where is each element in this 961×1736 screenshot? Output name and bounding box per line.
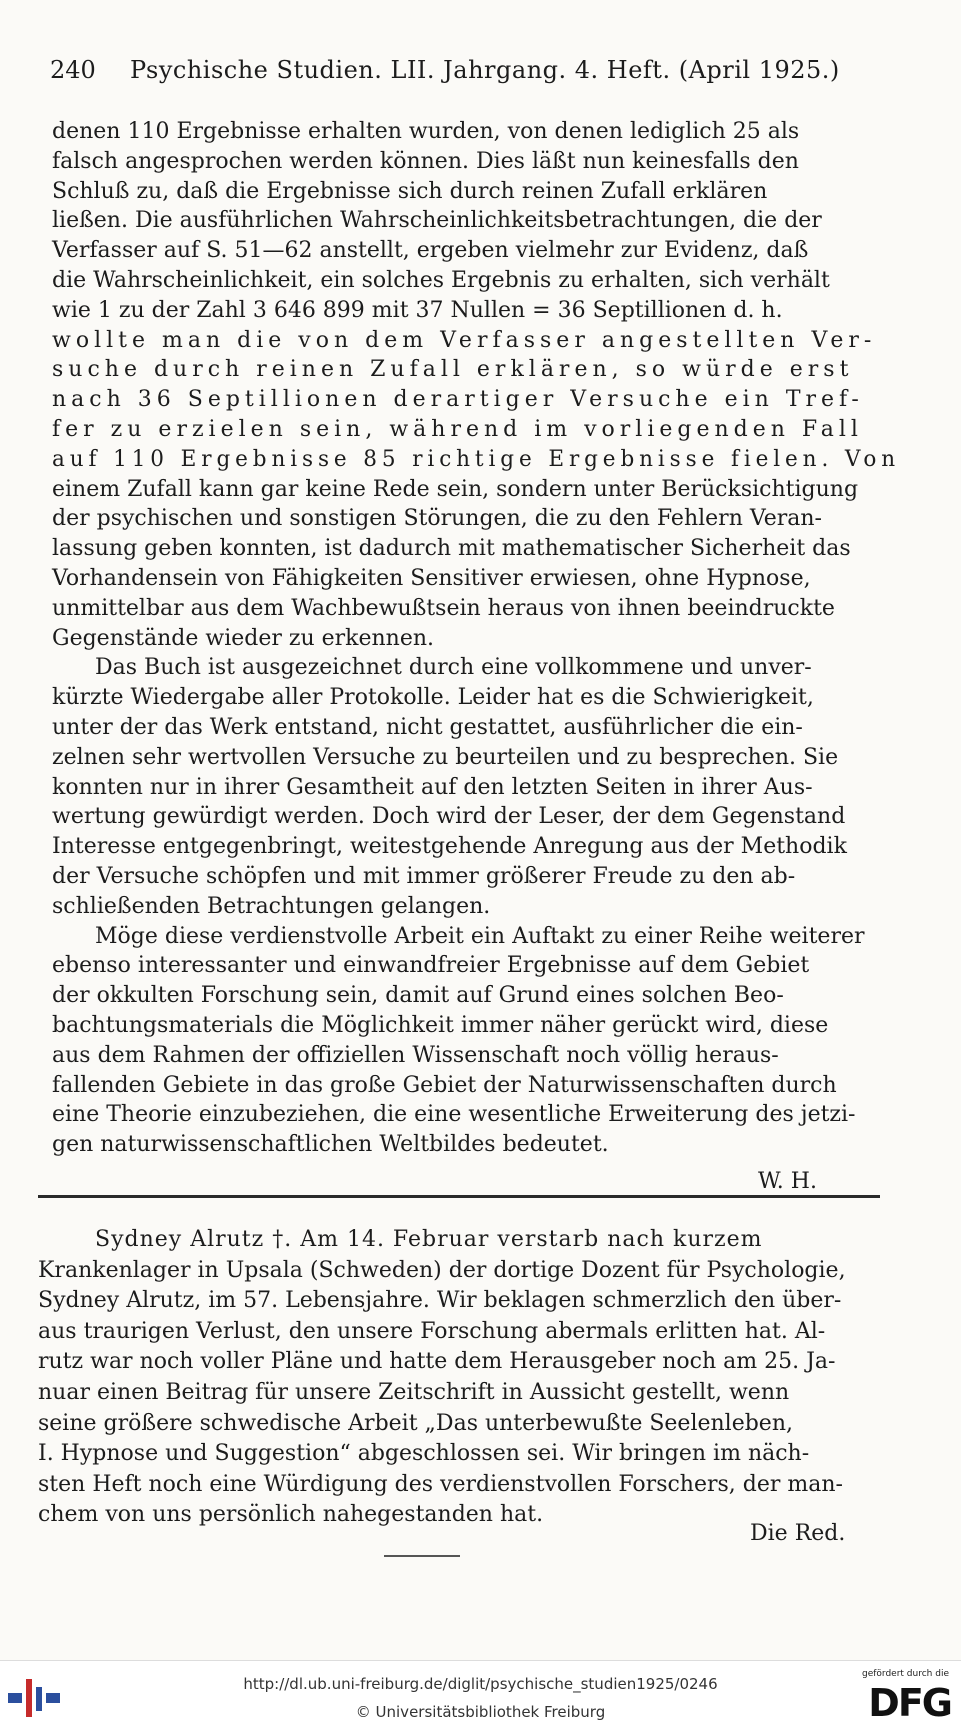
dfg-funding-label: gefördert durch die — [862, 1669, 949, 1679]
text-line: eine Theorie einzubeziehen, die eine wesentliche Erweiterung des jetzi- — [52, 1102, 856, 1127]
text-line: einem Zufall kann gar keine Rede sein, sondern unter Berücksichtigung — [52, 477, 859, 502]
dfg-logo: DFG — [868, 1681, 951, 1725]
text-line: unmittelbar aus dem Wachbewußtsein heraus von ihnen beeindruckte — [52, 596, 835, 621]
text-line: ließen. Die ausführlichen Wahrscheinlichkeitsbetrachtungen, die der — [52, 208, 822, 233]
text-line: die Wahrscheinlichkeit, ein solches Ergebnis zu erhalten, sich verhält — [52, 268, 830, 293]
text-line: Vorhandensein von Fähigkeiten Sensitiver erwiesen, ohne Hypnose, — [52, 566, 811, 591]
text-line: konnten nur in ihrer Gesamtheit auf den letzten Seiten in ihrer Aus- — [52, 775, 813, 800]
notice-line: Sydney Alrutz, im 57. Lebensjahre. Wir beklagen schmerzlich den über- — [38, 1288, 842, 1313]
notice-line: aus traurigen Verlust, den unsere Forschung abermals erlitten hat. Al- — [38, 1319, 826, 1344]
notice-line: nuar einen Beitrag für unsere Zeitschrift in Aussicht gestellt, wenn — [38, 1380, 790, 1405]
text-line: bachtungsmaterials die Möglichkeit immer näher gerückt wird, diese — [52, 1013, 829, 1038]
notice-line: I. Hypnose und Suggestion“ abgeschlossen sei. Wir bringen im näch- — [38, 1441, 810, 1466]
text-line: wollte man die von dem Verfasser angestellten Ver- — [52, 328, 877, 353]
text-line: wie 1 zu der Zahl 3 646 899 mit 37 Nullen = 36 Septillionen d. h. — [52, 298, 783, 323]
text-line: ebenso interessanter und einwandfreier Ergebnisse auf dem Gebiet — [52, 953, 810, 978]
section-rule — [38, 1195, 880, 1198]
text-line: denen 110 Ergebnisse erhalten wurden, von denen lediglich 25 als — [52, 119, 800, 144]
text-line: nach 36 Septillionen derartiger Versuche ein Tref- — [52, 387, 864, 412]
notice-line: rutz war noch voller Pläne und hatte dem Herausgeber noch am 25. Ja- — [38, 1349, 836, 1374]
document-url-link[interactable]: http://dl.ub.uni-freiburg.de/diglit/psychische_studien1925/0246 — [243, 1675, 718, 1693]
text-line: Verfasser auf S. 51—62 anstellt, ergeben vielmehr zur Evidenz, daß — [52, 238, 809, 263]
copyright-text: © Universitätsbibliothek Freiburg — [355, 1703, 606, 1721]
notice-line: seine größere schwedische Arbeit „Das unterbewußte Seelenleben, — [38, 1411, 793, 1436]
running-head-title: Psychische Studien. LII. Jahrgang. 4. Heft. (April 1925.) — [130, 56, 840, 84]
text-line: der Versuche schöpfen und mit immer größerer Freude zu den ab- — [52, 864, 796, 889]
notice-line: Krankenlager in Upsala (Schweden) der dortige Dozent für Psychologie, — [38, 1258, 846, 1283]
page-number: 240 — [50, 56, 96, 84]
text-line: falsch angesprochen werden können. Dies läßt nun keinesfalls den — [52, 149, 799, 174]
text-line: gen naturwissenschaftlichen Weltbildes bedeutet. — [52, 1132, 609, 1157]
text-line: der psychischen und sonstigen Störungen, die zu den Fehlern Veran- — [52, 506, 822, 531]
text-line: fallenden Gebiete in das große Gebiet der Naturwissenschaften durch — [52, 1073, 837, 1098]
running-header — [50, 50, 900, 90]
text-line: unter der das Werk entstand, nicht gestattet, ausführlicher die ein- — [52, 715, 803, 740]
notice-line: Sydney Alrutz †. Am 14. Februar verstarb nach kurzem — [95, 1227, 763, 1252]
text-line: wertung gewürdigt werden. Doch wird der Leser, der dem Gegenstand — [52, 804, 846, 829]
text-line: Interesse entgegenbringt, weitestgehende Anregung aus der Methodik — [52, 834, 847, 859]
signature-redaktion: Die Red. — [750, 1521, 846, 1546]
text-line: Möge diese verdienstvolle Arbeit ein Auftakt zu einer Reihe weiterer — [95, 924, 865, 949]
end-rule — [384, 1555, 460, 1557]
text-line: suche durch reinen Zufall erklären, so würde erst — [52, 357, 854, 382]
text-line: auf 110 Ergebnisse 85 richtige Ergebnisse fielen. Von — [52, 447, 901, 472]
text-line: zelnen sehr wertvollen Versuche zu beurteilen und zu besprechen. Sie — [52, 745, 839, 770]
text-line: Das Buch ist ausgezeichnet durch eine vollkommene und unver- — [95, 655, 812, 680]
footer-bar — [0, 1660, 961, 1736]
text-line: kürzte Wiedergabe aller Protokolle. Leider hat es die Schwierigkeit, — [52, 685, 814, 710]
text-line: der okkulten Forschung sein, damit auf Grund eines solchen Beo- — [52, 983, 784, 1008]
notice-line: chem von uns persönlich nahegestanden hat. — [38, 1502, 544, 1527]
text-line: Gegenstände wieder zu erkennen. — [52, 626, 435, 651]
notice-line: sten Heft noch eine Würdigung des verdienstvollen Forschers, der man- — [38, 1472, 843, 1497]
text-line: schließenden Betrachtungen gelangen. — [52, 894, 491, 919]
text-line: lassung geben konnten, ist dadurch mit mathematischer Sicherheit das — [52, 536, 851, 561]
text-line: fer zu erzielen sein, während im vorliegenden Fall — [52, 417, 863, 442]
text-line: Schluß zu, daß die Ergebnisse sich durch reinen Zufall erklären — [52, 179, 768, 204]
text-line: aus dem Rahmen der offiziellen Wissenschaft noch völlig heraus- — [52, 1043, 779, 1068]
signature-wh: W. H. — [758, 1169, 817, 1194]
